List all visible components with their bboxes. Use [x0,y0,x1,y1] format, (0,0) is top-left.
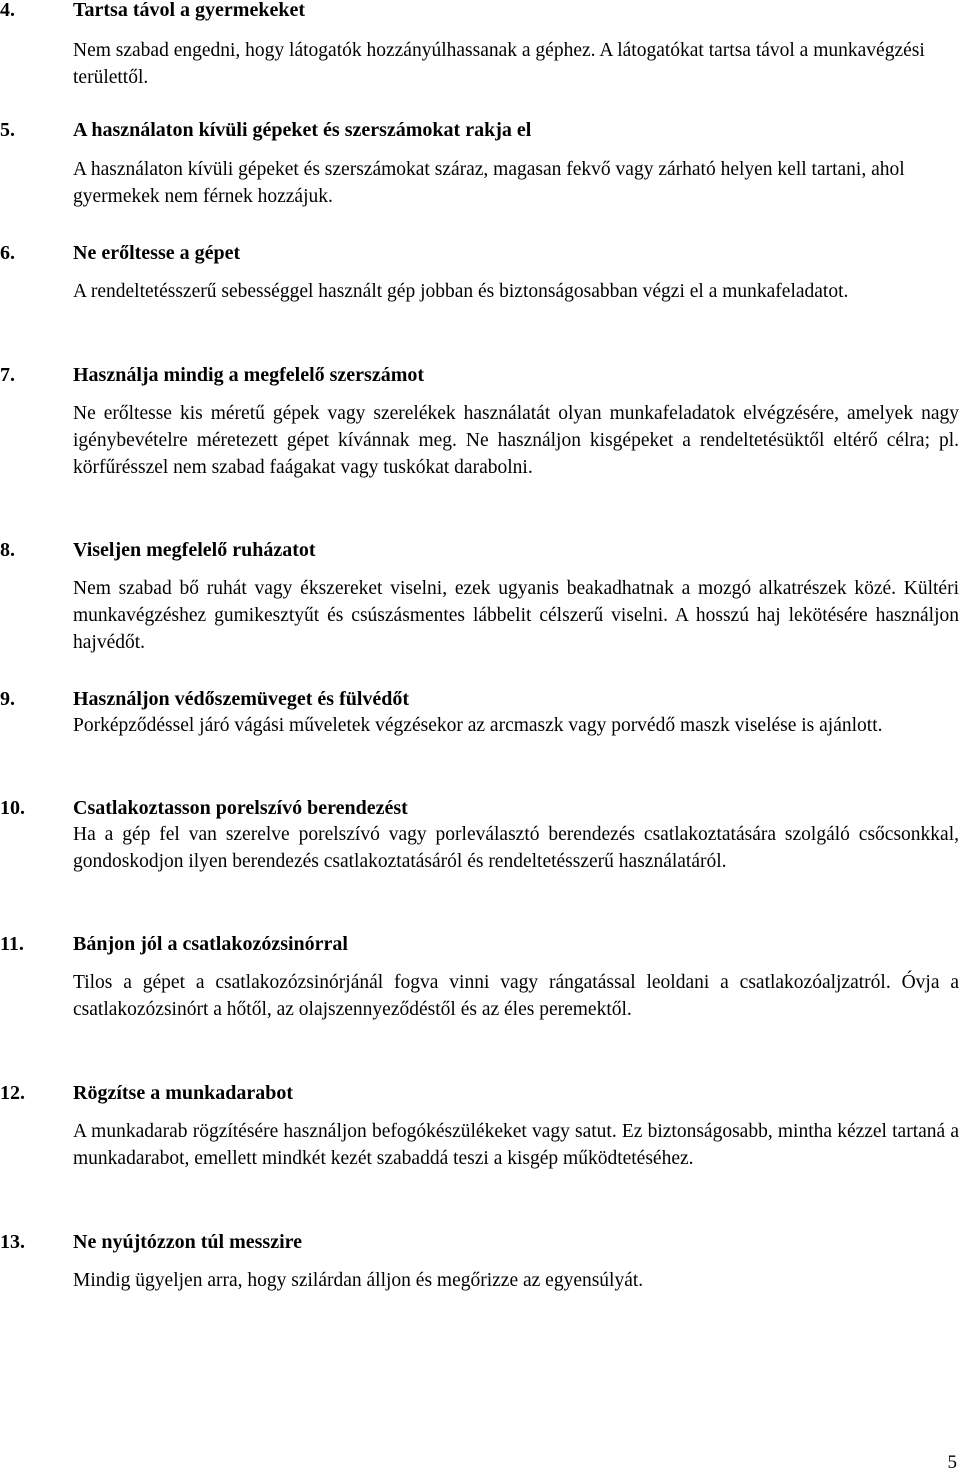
section-text: A munkadarab rögzítésére használjon befogókészülékeket vagy satut. Ez biztonságosabb, mintha kézzel tartaná a munkadarabot, emellett mindkét kezét szabaddá teszi a kisgép működtetéséhez. [73,1121,959,1169]
section-text: Tilos a gépet a csatlakozózsinórjánál fogva vinni vagy rángatással leoldani a csatlakozóaljzatról. Óvja a csatlakozózsinórt a hőtől, az olajszennyeződéstől és az éles peremektől. [73,972,959,1020]
section-text: Mindig ügyeljen arra, hogy szilárdan álljon és megőrizze az egyensúlyát. [73,1270,644,1291]
page-number: 5 [947,1452,957,1473]
section-number: 6. [0,242,15,264]
section-number: 10. [0,797,25,819]
section-text: Ha a gép fel van szerelve porelszívó vagy porleválasztó berendezés csatlakoztatására szolgáló csőcsonkkal, gondoskodjon ilyen berendezés csatlakoztatásáról és rendeltetésszerű használatáról. [73,824,959,872]
section-title: Ne erőltesse a gépet [73,242,241,264]
section-text: Nem szabad bő ruhát vagy ékszereket viselni, ezek ugyanis beakadhatnak a mozgó alkatrészek közé. Kültéri munkavégzéshez gumikesztyűt és csúszásmentes lábbelit célszerű viselni. A hosszú haj lekötésére használjon hajvédőt. [73,578,959,653]
section-number: 13. [0,1231,25,1253]
section-number: 12. [0,1082,25,1104]
section-title: A használaton kívüli gépeket és szerszámokat rakja el [73,119,532,141]
section-title: Viseljen megfelelő ruházatot [73,539,316,561]
section-number: 11. [0,933,24,955]
section-title: Használja mindig a megfelelő szerszámot [73,364,425,386]
section-number: 8. [0,539,15,561]
section-title: Ne nyújtózzon túl messzire [73,1231,303,1253]
section-number: 7. [0,364,15,386]
section-number: 9. [0,688,15,710]
section-text: Nem szabad engedni, hogy látogatók hozzányúlhassanak a géphez. A látogatókat tartsa távol a munkavégzési területtől. [73,40,925,88]
section-number: 5. [0,119,15,141]
section-title: Rögzítse a munkadarabot [73,1082,294,1104]
section-title: Használjon védőszemüveget és fülvédőt [73,688,410,710]
section-title: Bánjon jól a csatlakozózsinórral [73,933,348,955]
section-number: 4. [0,0,15,21]
section-text: A rendeltetésszerű sebességgel használt gép jobban és biztonságosabban végzi el a munkafeladatot. [73,281,849,302]
section-text: Porképződéssel járó vágási műveletek végzésekor az arcmaszk vagy porvédő maszk viselése is ajánlott. [73,715,883,736]
section-text: A használaton kívüli gépeket és szerszámokat száraz, magasan fekvő vagy zárható helyen kell tartani, ahol gyermekek nem férnek hozzájuk. [73,159,905,207]
section-text: Ne erőltesse kis méretű gépek vagy szerelékek használatát olyan munkafeladatok elvégzésére, amelyek nagy igénybevételre méretezett gépet kívánnak meg. Ne használjon kisgépeket a rendeltetésüktől eltérő célra; pl. körfűrésszel nem szabad faágakat vagy tuskókat darabolni. [73,403,959,478]
section-title: Tartsa távol a gyermekeket [73,0,305,21]
section-title: Csatlakoztasson porelszívó berendezést [73,797,408,819]
